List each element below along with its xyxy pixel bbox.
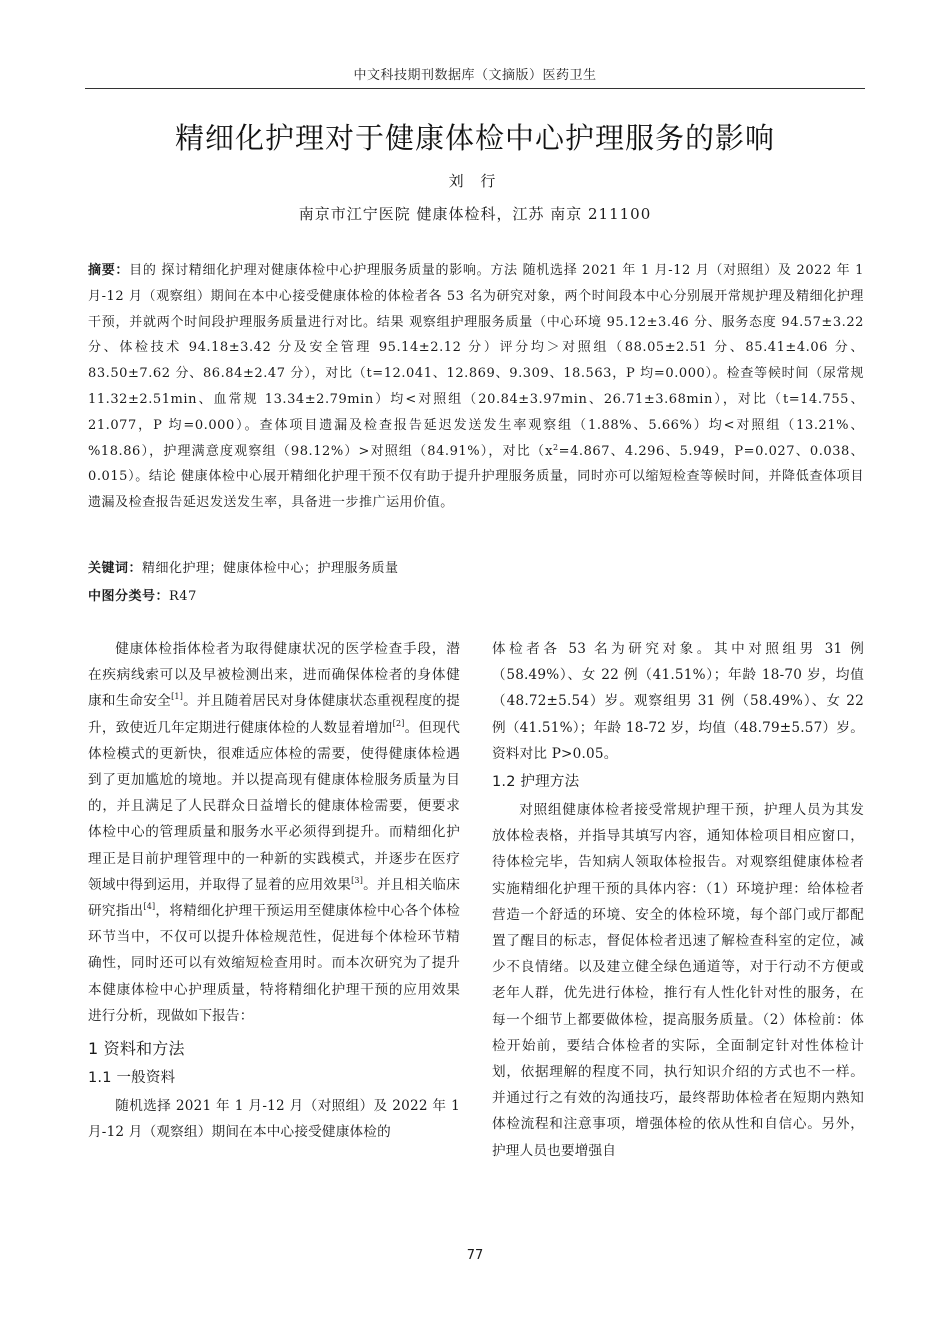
affiliation: 南京市江宁医院 健康体检科，江苏 南京 211100 (298, 205, 652, 223)
section-1-1-paragraph: 随机选择 2021 年 1 月-12 月（对照组）及 2022 年 1 月-12 月（观察组）期间在本中心接受健康体检的 (88, 1098, 460, 1141)
intro-text-5: ，将精细化护理干预运用至健康体检中心各个体检环节当中，不仅可以提升体检规范性，促进每个体检环节精确性，同时还可以有效缩短检查用时。而本次研究为了提升本健康体检中心护理质量，特将精细化护理干预的应用效果进行分析，现做如下报告： (88, 903, 460, 1024)
citation-1: [1] (171, 692, 184, 702)
citation-2: [2] (392, 718, 405, 728)
classification-label: 中图分类号： (88, 589, 170, 604)
section-1-heading: 1 资料和方法 (88, 1039, 185, 1059)
classification-text: R47 (169, 589, 197, 604)
abstract-label: 摘要： (88, 263, 130, 278)
classification (88, 585, 864, 604)
author: 刘 行 (448, 172, 502, 190)
intro-text-3: 。但现代体检模式的更新快，很难适应体检的需要，使得健康体检遇到了更加尴尬的境地。并以提高现有健康体检服务质量为目的，并且满足了人民群众日益增长的健康体检需要，便要求体检中心的管理质量和服务水平必须得到提升。而精细化护理正是目前护理管理中的一种新的实践模式，并逐步在医疗领域中得到运用，并取得了显着的应用效果 (88, 719, 460, 893)
keywords-text: 精细化护理；健康体检中心；护理服务质量 (142, 561, 399, 576)
left-column (88, 636, 460, 1145)
abstract (88, 258, 864, 516)
citation-4: [4] (143, 902, 156, 912)
paper-title: 精细化护理对于健康体检中心护理服务的影响 (174, 121, 775, 155)
page-number: 77 (466, 1248, 484, 1263)
section-1-2-heading: 1.2 护理方法 (492, 774, 580, 791)
section-1-1-paragraph-cont: 体检者各 53 名为研究对象。其中对照组男 31 例（58.49%）、女 22 例（41.51%）；年龄 18-70 岁，均值（48.72±5.54）岁。观察组男 31 例（58.49%）、女 22 例（41.51%）；年龄 18-72 岁，均值（48.79±5.57）岁。资料对比 P>0.05。 (492, 641, 864, 762)
running-head: 中文科技期刊数据库（文摘版）医药卫生 (353, 68, 597, 83)
intro-text-1: 健康体检指体检者为取得健康状况的医学检查手段，潜在疾病线索可以及早被检测出来，进而确保体检者的身体健康和生命安全 (88, 641, 460, 710)
abstract-text-cont: =4.867、4.296、5.949，P=0.027、0.038、0.015）。结论 健康体检中心展开精细化护理干预不仅有助于提升护理服务质量，同时亦可以缩短检查等候时间，并降低查体项目遗漏及检查报告延迟发送发生率，具备进一步推广运用价值。 (88, 443, 865, 511)
header-rule (85, 88, 865, 89)
keywords (88, 557, 864, 576)
section-1-2-paragraph: 对照组健康体检者接受常规护理干预，护理人员为其发放体检表格，并指导其填写内容，通知体检项目相应窗口，待体检完毕，告知病人领取体检报告。对观察组健康体检者实施精细化护理干预的具体内容：（1）环境护理：给体检者营造一个舒适的环境、安全的体检环境，每个部门或厅都配置了醒目的标志，督促体检者迅速了解检查科室的定位，减少不良情绪。以及建立健全绿色通道等，对于行动不方便或老年人群，优先进行体检，推行有人性化针对性的服务，在每一个细节上都要做体检，提高服务质量。（2）体检前：体检开始前，要结合体检者的实际，全面制定针对性体检计划，依据理解的程度不同，执行知识介绍的方式也不一样。并通过行之有效的沟通技巧，最终帮助体检者在短期内熟知体检流程和注意事项，增强体检的依从性和自信心。另外，护理人员也要增强自 (492, 802, 864, 1159)
abstract-text: 目的 探讨精细化护理对健康体检中心护理服务质量的影响。方法 随机选择 2021 年 1 月-12 月（对照组）及 2022 年 1 月-12 月（观察组）期间在本中心接受健康体检的体检者各 53 名为研究对象，两个时间段本中心分别展开常规护理及精细化护理干预，并就两个时间段护理服务质量进行对比。结果 观察组护理服务质量（中心环境 95.12±3.46 分、服务态度 94.57±3.22 分、体检技术 94.18±3.42 分及安全管理 95.14±2.12 分）评分均＞对照组（88.05±2.51 分、85.41±4.06 分、83.50±7.62 分、86.84±2.47 分），对比（t=12.041、12.869、9.309、18.563，P 均=0.000）。检查等候时间（尿常规 11.32±2.51min、血常规 13.34±2.79min）均<对照组（20.84±3.97min、26.71±3.68min），对比（t=14.755、21.077，P 均=0.000）。查体项目遗漏及检查报告延迟发送发生率观察组（1.88%、5.66%）均<对照组（13.21%、%18.86），护理满意度观察组（98.12%）>对照组（84.91%），对比（x (88, 263, 864, 459)
intro-text-2: 。并且随着居民对身体健康状态重视程度的提升，致使近几年定期进行健康体检的人数显着增加 (88, 693, 460, 736)
citation-3: [3] (351, 875, 364, 885)
section-1-1-heading: 1.1 一般资料 (88, 1070, 176, 1087)
keywords-label: 关键词： (88, 561, 143, 576)
intro-text-4: 。并且相关临床研究指出 (88, 876, 460, 920)
chi-square-superscript: 2 (553, 442, 559, 452)
intro-paragraph (88, 636, 460, 1029)
right-column (492, 636, 864, 1164)
